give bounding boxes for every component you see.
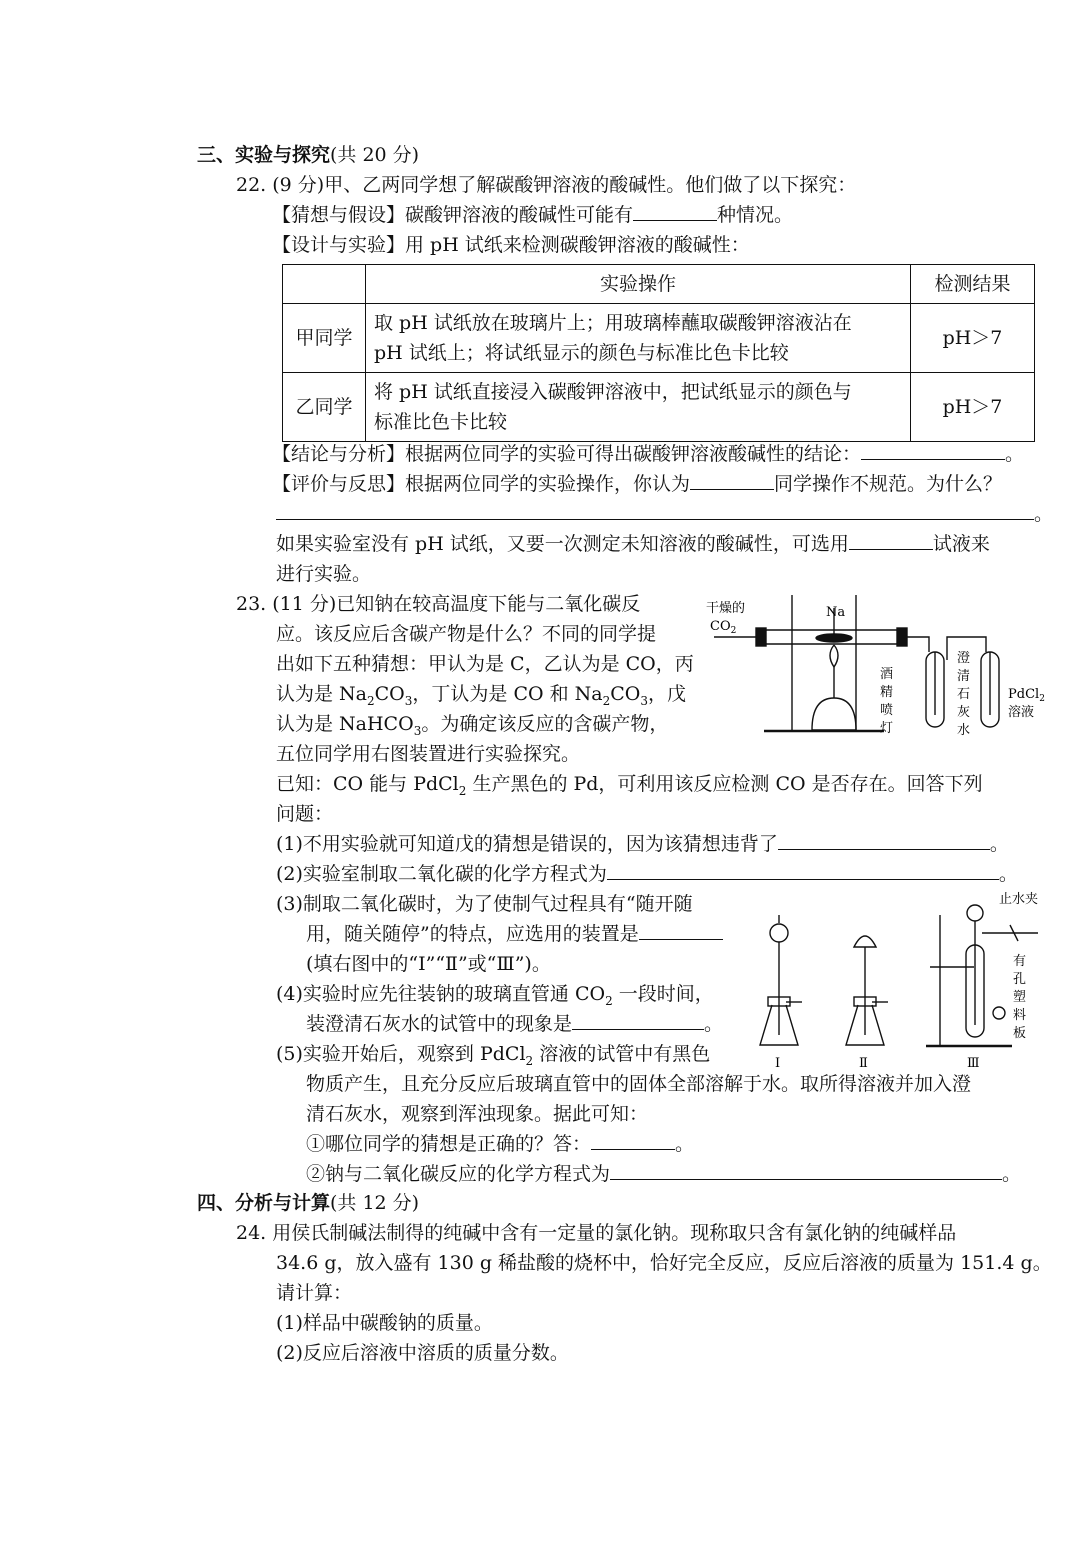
q22-experiment-table bbox=[282, 264, 1035, 442]
plate-label-char: 料 bbox=[1013, 1008, 1027, 1023]
q24-part-1: (1)样品中碳酸钠的质量。 bbox=[276, 1312, 493, 1334]
subscript: 3 bbox=[404, 693, 413, 708]
q23-part-4b bbox=[306, 1011, 723, 1037]
text: (1)不用实验就可知道戊的猜想是错误的，因为该猜想违背了 bbox=[276, 833, 778, 855]
table-header-row bbox=[283, 265, 1035, 304]
limewater-label-char: 灰 bbox=[957, 705, 971, 720]
q24-line: 请计算： bbox=[276, 1282, 353, 1304]
text: 溶液的试管中有黑色 bbox=[533, 1043, 711, 1065]
text: 。为确定该反应的含碳产物， bbox=[421, 713, 669, 735]
table-header-operation: 实验操作 bbox=[366, 265, 911, 304]
subscript: 3 bbox=[413, 723, 422, 738]
text: ，戊 bbox=[648, 683, 687, 705]
funnel-3-bulb bbox=[967, 905, 983, 921]
q23-line: 应。该反应后含碳产物是什么？不同的同学提 bbox=[276, 623, 657, 645]
q23-part-2 bbox=[276, 861, 1018, 887]
q22-no-ph-tail: 试液来 bbox=[932, 533, 990, 555]
operation-line: 将 pH 试纸直接浸入碳酸钾溶液中，把试纸显示的颜色与 bbox=[374, 381, 852, 403]
text: 装澄清石灰水的试管中的现象是 bbox=[306, 1013, 573, 1035]
q22-hypothesis bbox=[272, 202, 793, 228]
limewater-label-char: 水 bbox=[957, 723, 971, 738]
period: 。 bbox=[1005, 443, 1025, 465]
q23-answer-blank-6[interactable] bbox=[610, 1161, 1002, 1180]
connector-pipe-1 bbox=[907, 637, 929, 652]
text: 生产黑色的 Pd，可利用该反应检测 CO 是否存在。回答下列 bbox=[466, 773, 983, 795]
stopper-right bbox=[897, 628, 907, 646]
period: 。 bbox=[1002, 1163, 1022, 1185]
q24-line: 24. 用侯氏制碱法制得的纯碱中含有一定量的氯化钠。现称取只含有氯化钠的纯碱样品 bbox=[236, 1222, 957, 1244]
q23-part-5e bbox=[306, 1161, 1021, 1187]
q23-line bbox=[276, 711, 668, 744]
section-4-title: 四、分析与计算 bbox=[197, 1192, 331, 1214]
section-3-heading bbox=[197, 142, 419, 168]
q23-line: 出如下五种猜想：甲认为是 C，乙认为是 CO，丙 bbox=[276, 653, 694, 675]
table-header-result: 检测结果 bbox=[911, 265, 1035, 304]
q22-conclusion bbox=[272, 441, 1024, 467]
q23-part-5b: 物质产生，且充分反应后玻璃直管中的固体全部溶解于水。取所得溶液并加入澄 bbox=[306, 1073, 972, 1095]
apparatus-label-2: Ⅱ bbox=[859, 1056, 868, 1071]
q22-answer-blank-2[interactable] bbox=[861, 441, 1005, 460]
apparatus-label-1: Ⅰ bbox=[775, 1056, 781, 1071]
q22-no-ph bbox=[276, 531, 990, 557]
q23-answer-blank-3[interactable] bbox=[639, 921, 723, 940]
plate-label-char: 塑 bbox=[1013, 990, 1027, 1005]
period: 。 bbox=[998, 863, 1018, 885]
text: 认为是 Na bbox=[276, 683, 367, 705]
table-cell-student: 乙同学 bbox=[283, 373, 366, 442]
q23-line: 五位同学用右图装置进行实验探究。 bbox=[276, 743, 581, 765]
lamp-label-char: 喷 bbox=[880, 703, 894, 718]
table-cell-result: pH＞7 bbox=[911, 373, 1035, 442]
operation-line: pH 试纸上；将试纸显示的颜色与标准比色卡比较 bbox=[374, 342, 789, 364]
limewater-label-char: 清 bbox=[957, 669, 971, 684]
lamp-label-char: 灯 bbox=[880, 721, 894, 736]
text: (4)实验时应先往装钠的玻璃直管通 CO bbox=[276, 983, 606, 1005]
subscript: 2 bbox=[367, 693, 375, 708]
plate-label-char: 板 bbox=[1013, 1026, 1027, 1041]
apparatus-label-3: Ⅲ bbox=[967, 1056, 980, 1071]
section-3-points: (共 20 分) bbox=[330, 144, 420, 166]
q22-evaluation-text: 【评价与反思】根据两位同学的实验操作，你认为 bbox=[272, 473, 691, 495]
q22-no-ph-end: 进行实验。 bbox=[276, 563, 372, 585]
q22-answer-blank-5[interactable] bbox=[849, 531, 933, 550]
q22-hypothesis-text: 【猜想与假设】碳酸钾溶液的酸碱性可能有 bbox=[272, 204, 634, 226]
q23-known bbox=[276, 771, 983, 804]
period: 。 bbox=[1034, 503, 1054, 525]
period: 。 bbox=[989, 833, 1009, 855]
text: (5)实验开始后，观察到 PdCl bbox=[276, 1043, 526, 1065]
text: (2)实验室制取二氧化碳的化学方程式为 bbox=[276, 863, 607, 885]
q23-part-5c: 清石灰水，观察到浑浊现象。据此可知： bbox=[306, 1103, 649, 1125]
q23-answer-blank-2[interactable] bbox=[607, 861, 999, 880]
period: 。 bbox=[675, 1133, 695, 1155]
limewater-label-char: 澄 bbox=[957, 651, 971, 666]
q23-answer-blank-1[interactable] bbox=[778, 831, 990, 850]
q23-part-4 bbox=[276, 981, 714, 1014]
stopper-left bbox=[756, 628, 766, 646]
plate-label-char: 有 bbox=[1013, 954, 1027, 969]
q22-design: 【设计与实验】用 pH 试纸来检测碳酸钾溶液的酸碱性： bbox=[272, 234, 750, 256]
q23-part-5 bbox=[276, 1041, 710, 1074]
q22-no-ph-text: 如果实验室没有 pH 试纸，又要一次测定未知溶液的酸碱性，可选用 bbox=[276, 533, 849, 555]
text: 用，随关随停”的特点，应选用的装置是 bbox=[306, 923, 639, 945]
table-row bbox=[283, 304, 1035, 373]
q24-part-2: (2)反应后溶液中溶质的质量分数。 bbox=[276, 1342, 569, 1364]
q24-line: 34.6 g，放入盛有 130 g 稀盐酸的烧杯中，恰好完全反应，反应后溶液的质量为 151.4 g。 bbox=[276, 1252, 1052, 1274]
funnel-2 bbox=[854, 936, 876, 947]
q23-part-3: (3)制取二氧化碳时，为了使制气过程具有“随开随 bbox=[276, 893, 693, 915]
section-4-points: (共 12 分) bbox=[330, 1192, 420, 1214]
q23-part-3c: (填右图中的“Ⅰ”“Ⅱ”或“Ⅲ”)。 bbox=[306, 953, 551, 975]
q23-part-1 bbox=[276, 831, 1009, 857]
table-header-empty bbox=[283, 265, 366, 304]
text: ，丁认为是 CO 和 Na bbox=[412, 683, 603, 705]
sodium-sample bbox=[816, 634, 852, 642]
q22-evaluation bbox=[272, 471, 1002, 497]
q22-intro: 22. (9 分)甲、乙两同学想了解碳酸钾溶液的酸碱性。他们做了以下探究： bbox=[236, 174, 857, 196]
text: CO bbox=[610, 683, 641, 705]
dry-co2-label: 干燥的 bbox=[706, 601, 746, 616]
section-4-heading bbox=[197, 1190, 419, 1216]
subscript: 2 bbox=[605, 993, 613, 1008]
q22-reason-line bbox=[276, 501, 1053, 527]
limewater-label-char: 石 bbox=[957, 687, 971, 702]
perforated-plate bbox=[993, 1007, 1005, 1019]
q22-answer-blank-3[interactable] bbox=[690, 471, 774, 490]
text: CO bbox=[374, 683, 405, 705]
funnel-1-bulb bbox=[770, 924, 788, 942]
q23-answer-blank-4[interactable] bbox=[572, 1011, 704, 1030]
q23-line bbox=[276, 681, 686, 714]
period: 。 bbox=[704, 1013, 724, 1035]
section-3-title: 三、实验与探究 bbox=[197, 144, 331, 166]
table-cell-operation bbox=[366, 373, 911, 442]
q23-known-end: 问题： bbox=[276, 803, 334, 825]
lamp-label-char: 酒 bbox=[880, 667, 894, 682]
q22-answer-blank-1[interactable] bbox=[633, 202, 717, 221]
co2-generator-apparatus-diagram bbox=[750, 885, 1055, 1075]
lamp-label-char: 精 bbox=[880, 685, 894, 700]
q23-part-5d bbox=[306, 1131, 694, 1157]
subscript: 3 bbox=[640, 693, 648, 708]
text: ①哪位同学的猜想是正确的？答： bbox=[306, 1133, 592, 1155]
q23-part-3b bbox=[306, 921, 723, 947]
plate-label-char: 孔 bbox=[1013, 972, 1027, 987]
text: 一段时间， bbox=[612, 983, 714, 1005]
co2-sodium-apparatus-diagram bbox=[704, 590, 1054, 745]
subscript: 2 bbox=[525, 1053, 534, 1068]
table-cell-student: 甲同学 bbox=[283, 304, 366, 373]
table-cell-operation bbox=[366, 304, 911, 373]
operation-line: 取 pH 试纸放在玻璃片上；用玻璃棒蘸取碳酸钾溶液沾在 bbox=[374, 312, 852, 334]
clamp-label: 止水夹 bbox=[999, 892, 1039, 907]
q23-answer-blank-5[interactable] bbox=[591, 1131, 675, 1150]
q22-evaluation-tail: 同学操作不规范。为什么？ bbox=[774, 473, 1003, 495]
lamp-flame bbox=[830, 645, 838, 667]
q23-line: 23. (11 分)已知钠在较高温度下能与二氧化碳反 bbox=[236, 593, 641, 615]
table-row bbox=[283, 373, 1035, 442]
text: 认为是 NaHCO bbox=[276, 713, 414, 735]
pdcl2-solution-label: 溶液 bbox=[1008, 705, 1035, 720]
q22-answer-blank-4[interactable] bbox=[276, 501, 1034, 520]
na-label: Na bbox=[826, 605, 846, 620]
operation-line: 标准比色卡比较 bbox=[374, 411, 508, 433]
text: ②钠与二氧化碳反应的化学方程式为 bbox=[306, 1163, 611, 1185]
subscript: 2 bbox=[602, 693, 611, 708]
q22-conclusion-text: 【结论与分析】根据两位同学的实验可得出碳酸钾溶液酸碱性的结论： bbox=[272, 443, 862, 465]
pdcl2-label: PdCl$_2$ bbox=[1008, 687, 1045, 704]
q22-hypothesis-tail: 种情况。 bbox=[717, 204, 794, 226]
table-cell-result: pH＞7 bbox=[911, 304, 1035, 373]
lamp-body bbox=[812, 698, 856, 730]
subscript: 2 bbox=[458, 783, 467, 798]
dry-co2-formula: $CO_2$ bbox=[710, 619, 737, 636]
text: 已知：CO 能与 PdCl bbox=[276, 773, 459, 795]
